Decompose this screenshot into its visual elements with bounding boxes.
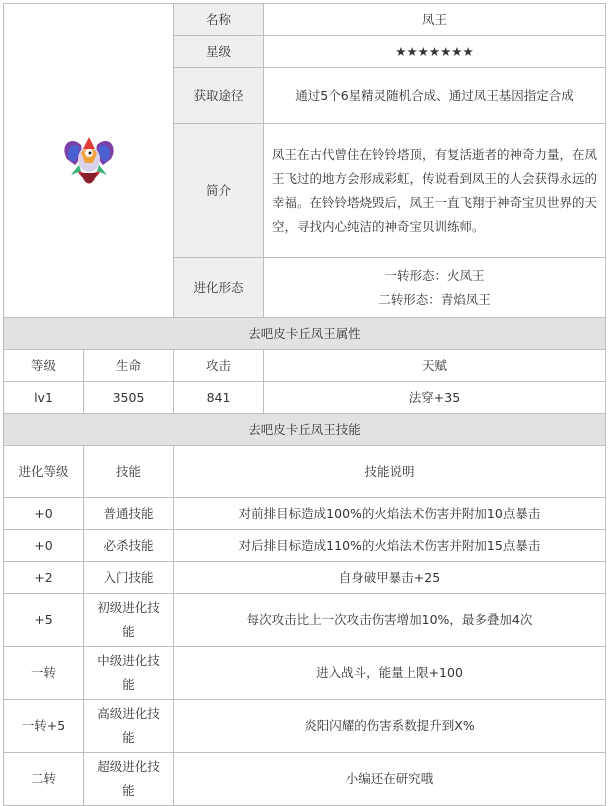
skills-title: 去吧皮卡丘凤王技能 [4,414,606,446]
obtain-value: 通过5个6星精灵随机合成、通过凤王基因指定合成 [264,68,606,124]
skill-evo: +0 [4,498,84,530]
obtain-label: 获取途径 [174,68,264,124]
skill-header-skill: 技能 [84,446,174,498]
skill-name: 高级进化技能 [84,700,174,753]
skill-name: 初级进化技能 [84,594,174,647]
table-row [4,562,606,594]
skill-name: 超级进化技能 [84,753,174,806]
attr-header-attack: 攻击 [174,350,264,382]
skill-desc: 炎阳闪耀的伤害系数提升到X% [174,700,606,753]
skill-desc: 进入战斗，能量上限+100 [174,647,606,700]
skill-header-evo: 进化等级 [4,446,84,498]
skill-desc: 每次攻击比上一次攻击伤害增加10%，最多叠加4次 [174,594,606,647]
table-row [4,594,606,647]
skill-desc: 对后排目标造成110%的火焰法术伤害并附加15点暴击 [174,530,606,562]
table-row [4,753,606,806]
skill-name: 中级进化技能 [84,647,174,700]
skill-desc: 自身破甲暴击+25 [174,562,606,594]
skill-evo: 一转+5 [4,700,84,753]
skill-evo: 二转 [4,753,84,806]
intro-value: 凤王在古代曾住在铃铃塔顶，有复活逝者的神奇力量，在凤王飞过的地方会形成彩虹，传说看到凤王的人会获得永远的幸福。在铃铃塔烧毁后，凤王一直飞翔于神奇宝贝世界的天空，寻找内心纯洁的神奇宝贝训练师。 [264,124,606,258]
attr-talent: 法穿+35 [264,382,606,414]
evo-line-2: 二转形态：青焰凤王 [378,291,491,307]
attr-header-level: 等级 [4,350,84,382]
table-row [4,530,606,562]
table-row [4,647,606,700]
attr-header-talent: 天赋 [264,350,606,382]
star-value: ★★★★★★★ [264,36,606,68]
skill-evo: +0 [4,530,84,562]
skill-header-desc: 技能说明 [174,446,606,498]
skill-evo: +2 [4,562,84,594]
skill-desc: 小编还在研究哦 [174,753,606,806]
evo-line-1: 一转形态：火凤王 [384,267,485,283]
attr-level: lv1 [4,382,84,414]
pet-info-table [3,3,606,806]
pet-image-cell [4,4,174,318]
attr-header-hp: 生命 [84,350,174,382]
star-label: 星级 [174,36,264,68]
attr-hp: 3505 [84,382,174,414]
table-row [4,700,606,753]
ho-oh-pet-icon [57,129,121,193]
attr-attack: 841 [174,382,264,414]
evo-label: 进化形态 [174,258,264,318]
name-label: 名称 [174,4,264,36]
intro-label: 简介 [174,124,264,258]
evo-value [264,258,606,318]
skill-evo: +5 [4,594,84,647]
skill-name: 必杀技能 [84,530,174,562]
skill-name: 普通技能 [84,498,174,530]
skill-desc: 对前排目标造成100%的火焰法术伤害并附加10点暴击 [174,498,606,530]
skill-evo: 一转 [4,647,84,700]
table-row [4,498,606,530]
attributes-title: 去吧皮卡丘凤王属性 [4,318,606,350]
skill-name: 入门技能 [84,562,174,594]
name-value: 凤王 [264,4,606,36]
